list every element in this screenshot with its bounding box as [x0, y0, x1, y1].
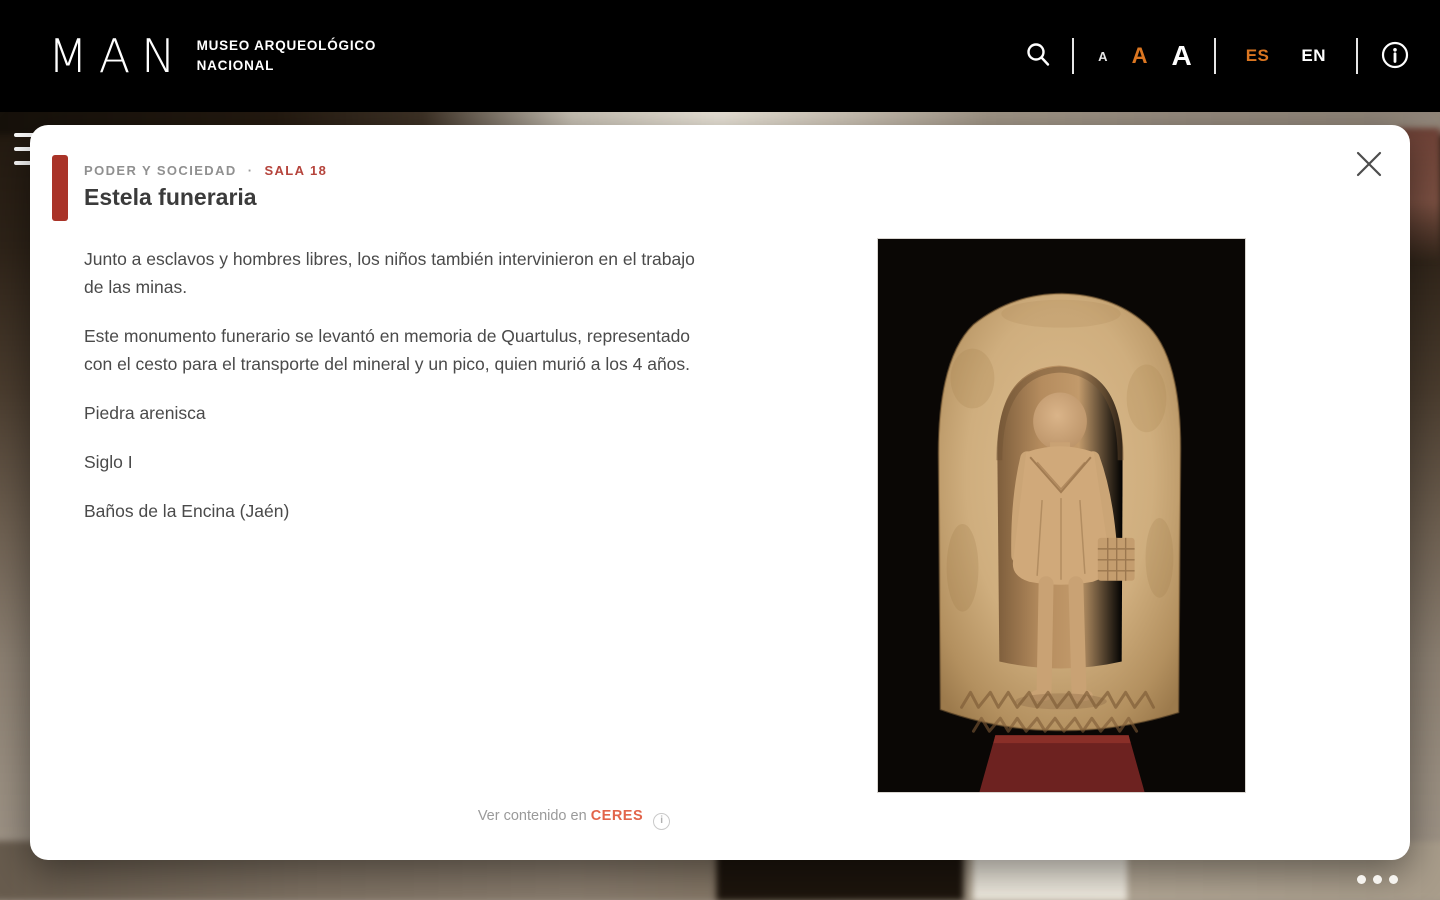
- section-name: PODER Y SOCIEDAD: [84, 163, 237, 178]
- logo-name: MUSEO ARQUEOLÓGICO NACIONAL: [196, 38, 377, 73]
- logo-acronym: MAN: [48, 29, 187, 83]
- divider: [1214, 38, 1216, 74]
- ceres-link[interactable]: CERES: [590, 808, 644, 824]
- topbar: [0, 0, 1440, 112]
- font-size-large-button[interactable]: A: [1171, 40, 1192, 71]
- language-es-button[interactable]: ES: [1245, 46, 1270, 65]
- divider: [1072, 38, 1074, 74]
- search-button[interactable]: [1024, 41, 1052, 72]
- topbar-controls: [1024, 0, 1410, 112]
- paragraph: Este monumento funerario se levantó en memoria de Quartulus, representado con el cesto para el transporte del mineral y un pico, quien murió a los 4 años.: [84, 326, 691, 374]
- section-color-marker: [52, 155, 68, 221]
- search-icon: [1024, 41, 1052, 69]
- paragraph: Junto a esclavos y hombres libres, los niños también intervinieron en el trabajo de las minas.: [84, 249, 695, 297]
- font-size-medium-button[interactable]: A: [1131, 43, 1148, 68]
- font-size-small-button[interactable]: A: [1098, 48, 1108, 64]
- provenance-label: Baños de la Encina (Jaén): [84, 501, 290, 521]
- card-footer: [424, 808, 724, 830]
- room-label: SALA 18: [264, 163, 328, 178]
- ceres-info-icon[interactable]: i: [653, 813, 670, 830]
- card-header: [84, 163, 327, 211]
- language-en-button[interactable]: EN: [1301, 46, 1326, 65]
- period-label: Siglo I: [84, 452, 133, 472]
- man-logo[interactable]: [48, 29, 377, 83]
- page-title: Estela funeraria: [84, 184, 257, 210]
- close-button[interactable]: [1352, 147, 1386, 181]
- material-label: Piedra arenisca: [84, 403, 206, 423]
- description-text: [84, 245, 714, 546]
- close-icon: [1352, 147, 1386, 181]
- divider: [1356, 38, 1358, 74]
- info-button[interactable]: [1380, 40, 1410, 73]
- info-icon: [1380, 40, 1410, 70]
- overflow-menu-icon[interactable]: [1357, 875, 1398, 884]
- artifact-detail-card: [30, 125, 1410, 860]
- artifact-photo[interactable]: [877, 238, 1246, 793]
- footer-text: Ver contenido en: [477, 808, 587, 824]
- separator-dot: ·: [247, 163, 254, 178]
